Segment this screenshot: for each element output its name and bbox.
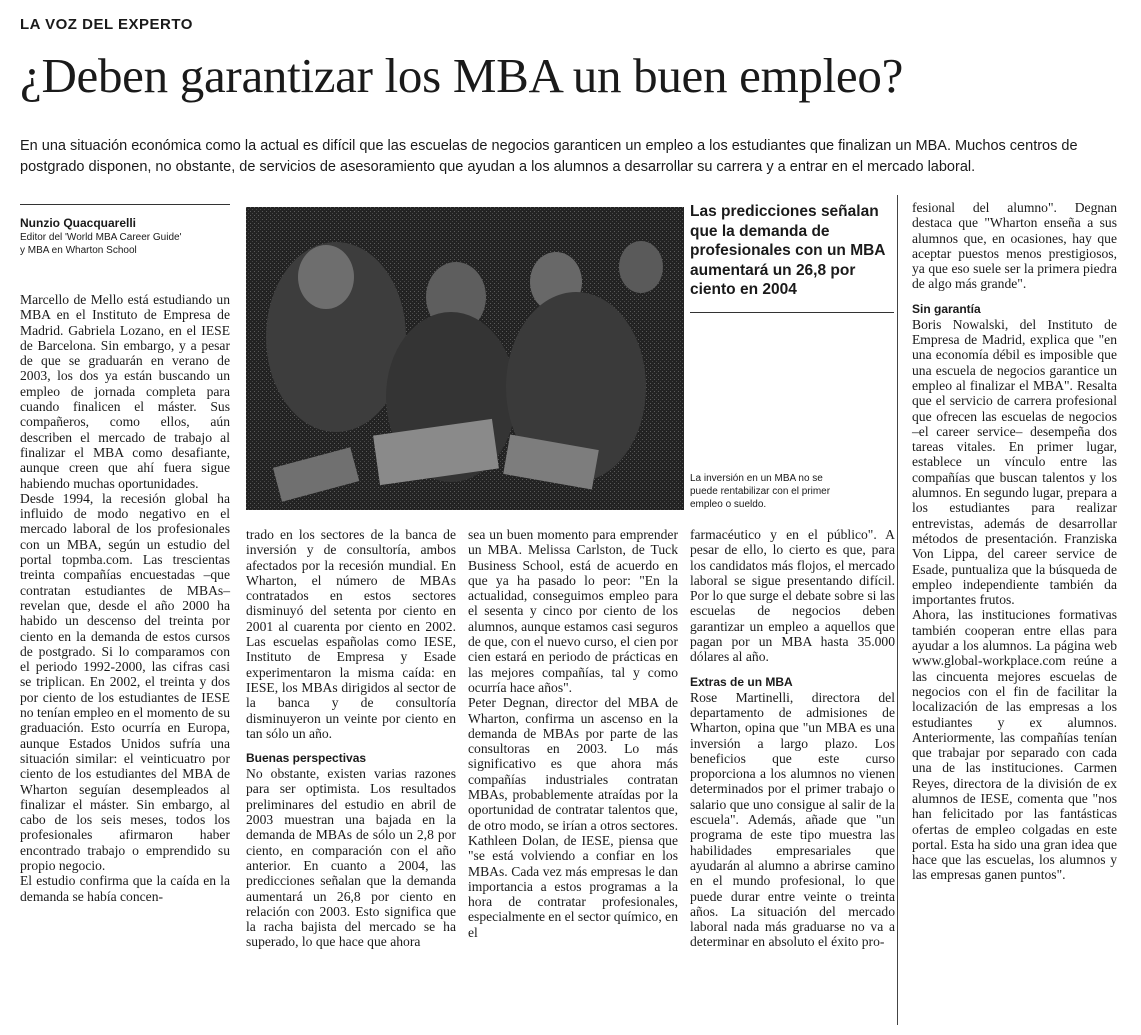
article-column-5 — [912, 200, 1117, 883]
article-column-1 — [20, 292, 230, 904]
article-column-3 — [468, 527, 678, 940]
author-role-line1: Editor del 'World MBA Career Guide' — [20, 232, 182, 243]
paragraph: El estudio confirma que la caída en la demanda se había concen- — [20, 873, 230, 904]
article-photo — [246, 207, 684, 510]
author-role-line2: y MBA en Wharton School — [20, 245, 137, 256]
paragraph: Peter Degnan, director del MBA de Wharton, confirma un ascenso en la demanda de MBAs por parte de las consultoras en 2003. Lo más significativo es que ahora más compañías industriales contratan MBAs, probablemente atraídas por la oportunidad de contratar talentos que, de otro modo, se irían a otros sectores. Kathleen Dolan, de IESE, piensa que "se está volviendo a confiar en los MBAs. Cada vez más empresas le dan importancia a estos programas a la hora de contratar profesionales, especialmente en el sector químico, en el — [468, 695, 678, 940]
paragraph: Rose Martinelli, directora del departamento de admisiones de Wharton, opina que "un MBA es una inversión a largo plazo. Los beneficios que este curso proporciona a los alumnos no vienen determinados por el primer trabajo o salario que uno consigue al salir de la escuela". Además, añade que "un programa de este tipo muestra las habilidades empresariales que ayudarán al alumno a abrirse camino en el mundo profesional, lo que puede durar entre veinte o treinta años. La situación del mercado laboral nada más graduarse no va a determinar en absoluto el éxito pro- — [690, 689, 895, 950]
paragraph: fesional del alumno". Degnan destaca que "Wharton enseña a sus alumnos que, en ocasiones, hay que aceptar puestos menos prestigiosos, ya que eso suele ser la primera piedra de algo más grande". — [912, 200, 1117, 292]
paragraph: Marcello de Mello está estudiando un MBA en el Instituto de Empresa de Madrid. Gabriela Lozano, en el IESE de Barcelona. Sin embargo, y a pesar de que se graduarán en verano de 2003, los dos ya están buscando un empleo de jornada completa para cuando finalicen el máster. Sus compañeros, como ellos, aún describen el mercado de trabajo al finalizar el MBA como desafiante, aunque creen que ahí fuera sigue habiendo muchas oportunidades. — [20, 292, 230, 491]
standfirst: En una situación económica como la actual es difícil que las escuelas de negocios garanticen un empleo a los estudiantes que finalizan un MBA. Muchos centros de postgrado disponen, no obstante, de servicios de asesoramiento que ayudan a los alumnos a desarrollar su carrera y a entrar en el mercado laboral. — [20, 138, 1078, 175]
subheading: Sin garantía — [912, 301, 981, 316]
paragraph: Boris Nowalski, del Instituto de Empresa de Madrid, explica que "en una economía débil es imposible que una escuela de negocios garantice un empleo al finalizar el MBA". Resalta que el servicio de carrera profesional que ofrecen las escuelas de negocios –el career service– desempeña dos tareas vitales. En primer lugar, establece un vínculo entre las compañías que buscan talentos y los alumnos. En segundo lugar, prepara a los estudiantes para realizar entrevistas, además de desarrollar métodos de presentación. Franziska Von Lippa, del career service de Esade, puntualiza que la búsqueda de empleo independiente también da importantes frutos. — [912, 316, 1117, 608]
article-column-2 — [246, 527, 456, 950]
paragraph: trado en los sectores de la banca de inversión y de consultoría, ambos afectados por la recesión mundial. En Wharton, el número de MBAs contratados en estos sectores disminuyó del setenta por ciento en 2001 al cuarenta por ciento en 2002. Las escuelas españolas como IESE, Instituto de Empresa y Esade experimentaron la misma caída: en IESE, los MBAs dirigidos al sector de la banca y de consultoría disminuyeron un veinte por ciento en tan sólo un año. — [246, 527, 456, 741]
paragraph: farmacéutico y en el público". A pesar de ello, lo cierto es que, para los candidatos más flojos, el mercado laboral se sigue presentando difícil. Por lo que surge el debate sobre si las escuelas de negocios deben garantizar un empleo a aquellos que pagan por un MBA hasta 35.000 dólares al año. — [690, 527, 895, 665]
pull-quote-rule — [690, 312, 894, 313]
paragraph: No obstante, existen varias razones para ser optimista. Los resultados preliminares del estudio en abril de 2003 muestran una bajada en la demanda de MBAs de sólo un 2,8 por ciento, en comparación con el año anterior. En cuanto a 2004, las predicciones señalan que la demanda aumentará un 26,8 por ciento en relación con 2003. Esto significa que la racha bajista del mercado se ha superado, lo que hace que ahora — [246, 766, 456, 950]
byline-rule — [20, 204, 230, 205]
paragraph: Ahora, las instituciones formativas también cooperan entre ellas para ayudar a los alumnos. La página web www.global-workplace.com reúne a las cincuenta mejores escuelas de negocios con el fin de facilitar la localización de las empresas a los estudiantes y ex alumnos. Anteriormente, las compañías tenían que trabajar por separado con cada una de las instituciones. Carmen Reyes, directora de la división de ex alumnos de IESE, comenta que "nos han felicitado por las fantásticas ofertas de empleo colgadas en este portal. Esta ha sido una gran idea que hace que las escuelas, los alumnos y las empresas ganen puntos". — [912, 607, 1117, 883]
article-column-4 — [690, 527, 895, 950]
subheading: Extras de un MBA — [690, 674, 793, 689]
section-kicker: LA VOZ DEL EXPERTO — [20, 16, 193, 33]
photo-image — [246, 207, 684, 510]
author-name: Nunzio Quacquarelli — [20, 216, 137, 230]
paragraph: Desde 1994, la recesión global ha influido de modo negativo en el mercado laboral de los profesionales con un MBA, según un estudio del portal topmba.com. Las trescientas treinta compañías encuestadas –que contratan estudiantes de MBAs– revelan que, desde el año 2000 ha habido un descenso del treinta por ciento en la demanda de estos cursos de postgrado. Si lo comparamos con el periodo 1992-2000, las cifras casi se triplican. En 2002, el treinta y dos por ciento de los estudiantes de IESE no tenían empleo en el momento de su graduación. Esto ocurría en Europa, aunque Estados Unidos sufría una situación similar: el veinticuatro por ciento de los estudiantes del MBA de Wharton seguían desempleados al finalizar el máster. Sin embargo, al cabo de los seis meses, todos los profesionales afirmaron haber encontrado trabajo o emprendido su propio negocio. — [20, 490, 230, 873]
pull-quote: Las predicciones señalan que la demanda de profesionales con un MBA aumentará un 26,8 por ciento en 2004 — [690, 203, 885, 298]
byline — [20, 215, 230, 257]
headline: ¿Deben garantizar los MBA un buen empleo? — [20, 48, 904, 103]
subheading: Buenas perspectivas — [246, 751, 367, 766]
column-divider — [897, 195, 898, 1025]
paragraph: sea un buen momento para emprender un MBA. Melissa Carlston, de Tuck Business School, está de acuerdo en que ya ha pasado lo peor: "En la actualidad, conseguimos empleo para el sesenta y cinco por ciento de los alumnos, aunque estamos casi seguros de que, con el nuevo curso, el cien por cien estará en periodo de prácticas en las mejores compañías, tal y como ocurría hace años". — [468, 527, 678, 695]
photo-caption: La inversión en un MBA no se puede rentabilizar con el primer empleo o sueldo. — [690, 473, 831, 510]
